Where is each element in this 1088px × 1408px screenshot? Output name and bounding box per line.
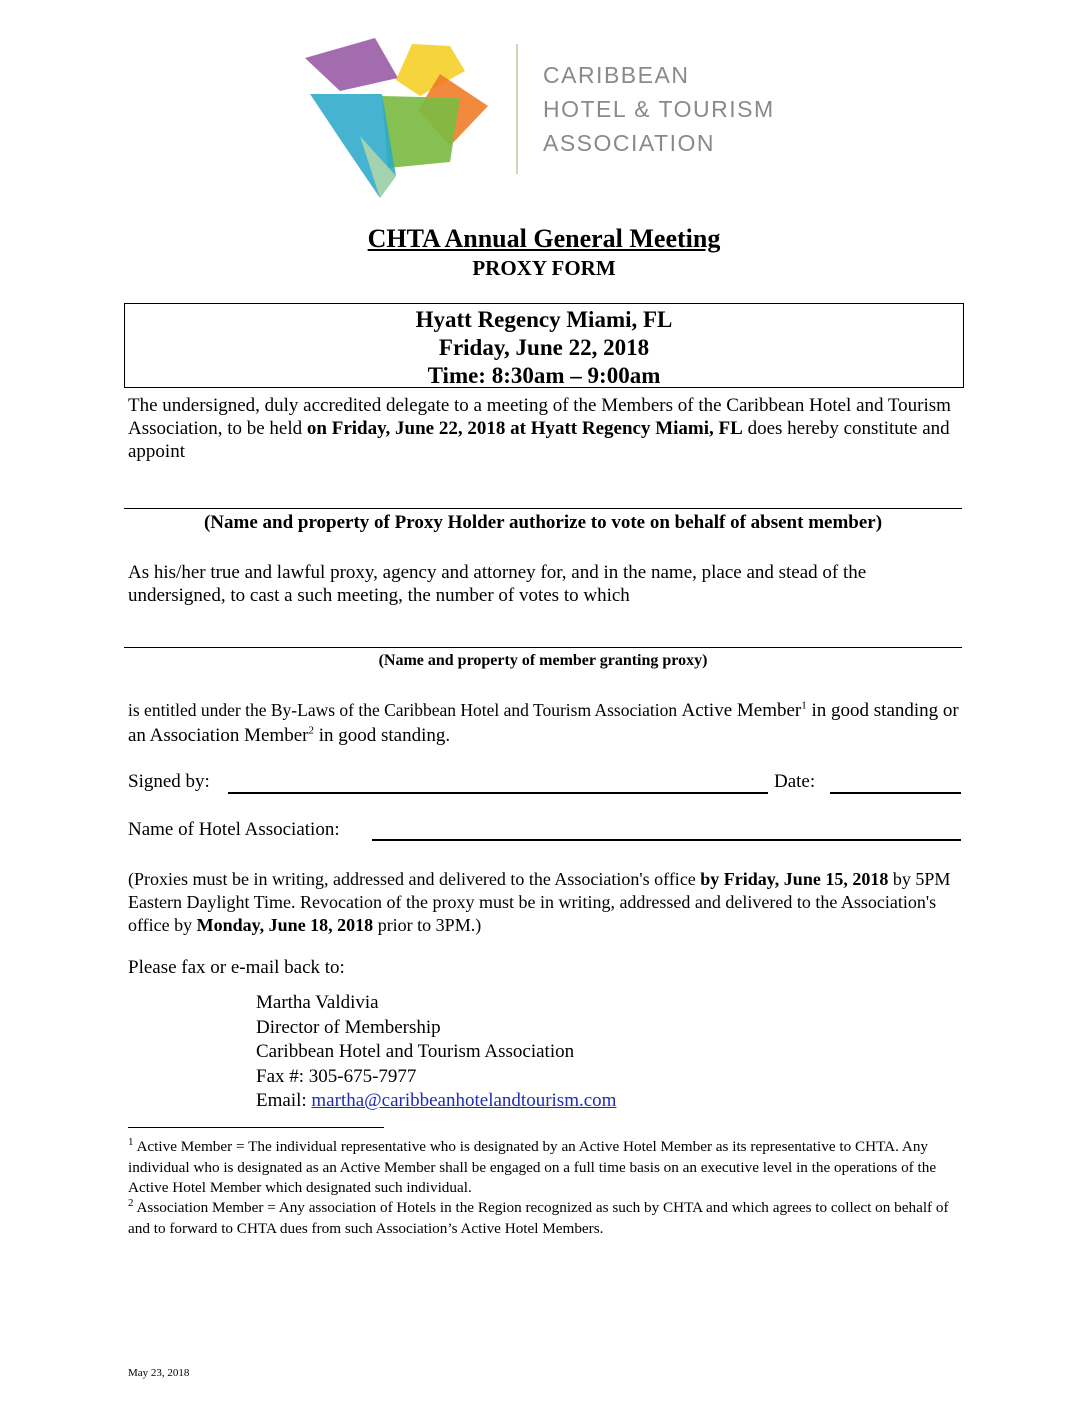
- event-date: Friday, June 22, 2018: [438, 335, 650, 360]
- intro-text-bold: on Friday, June 22, 2018 at Hyatt Regency Miami, FL: [306, 418, 743, 439]
- logo-divider: [516, 44, 518, 174]
- footnote-1-number: 1: [128, 1135, 134, 1148]
- star-logo-icon: [300, 36, 520, 206]
- chta-logo: [300, 36, 800, 206]
- deadline-bold-2: Monday, June 18, 2018: [196, 915, 374, 935]
- intro-paragraph: [128, 394, 968, 463]
- entitled-active-member: Active Member: [681, 700, 802, 721]
- contact-name: Martha Valdivia: [256, 992, 379, 1013]
- contact-org: Caribbean Hotel and Tourism Association: [256, 1041, 575, 1062]
- footnote-2-text: Association Member = Any association of Hotels in the Region recognized as such by CHTA and which agrees to collect on behalf of and to forward to CHTA dues from such Association’s Active Hotel Members.: [128, 1199, 949, 1237]
- deadline-paragraph: [128, 868, 968, 937]
- deadline-bold-1: by Friday, June 15, 2018: [700, 869, 889, 889]
- entitled-text-3: in good standing.: [313, 725, 451, 746]
- hotel-association-input-line[interactable]: [372, 839, 961, 841]
- contact-title: Director of Membership: [256, 1016, 441, 1038]
- entitled-text-2: in good standing or an Association Member: [128, 700, 959, 746]
- footnote-ref-1: 1: [801, 699, 807, 712]
- contact-block: [256, 991, 616, 1114]
- footnote-separator: [128, 1127, 384, 1128]
- deadline-text-3: prior to 3PM.): [373, 915, 482, 935]
- entitled-text-1: is entitled under the By-Laws of the Caribbean Hotel and Tourism Association: [128, 700, 682, 720]
- signed-by-input-line[interactable]: [228, 792, 768, 794]
- proxy-holder-input-line[interactable]: [124, 508, 962, 509]
- footnote-ref-2: 2: [308, 724, 314, 737]
- appoint-paragraph: As his/her true and lawful proxy, agency and attorney for, and in the name, place and stead of the undersigned, to cast a such meeting, the number of votes to which: [128, 562, 867, 606]
- hotel-association-label: Name of Hotel Association:: [128, 819, 340, 840]
- logo-text-line3: ASSOCIATION: [543, 130, 715, 156]
- member-input-line[interactable]: [124, 647, 962, 648]
- intro-text-2: does hereby constitute and appoint: [128, 418, 950, 462]
- footnote-2-number: 2: [128, 1196, 134, 1209]
- footnote-1: [128, 1137, 968, 1199]
- contact-email-link[interactable]: martha@caribbeanhotelandtourism.com: [311, 1090, 617, 1111]
- page-subtitle: PROXY FORM: [472, 256, 616, 280]
- date-input-line[interactable]: [830, 792, 961, 794]
- intro-text-1: The undersigned, duly accredited delegate to a meeting of the Members of the Caribbean Hotel and Tourism Association, to be held: [128, 395, 951, 439]
- contact-email-row: [256, 1089, 616, 1114]
- event-venue: Hyatt Regency Miami, FL: [415, 307, 673, 332]
- proxy-holder-caption: (Name and property of Proxy Holder authorize to vote on behalf of absent member): [203, 512, 883, 533]
- event-time: Time: 8:30am – 9:00am: [427, 363, 661, 388]
- date-label: Date:: [774, 771, 816, 792]
- deadline-text-1: (Proxies must be in writing, addressed and delivered to the Association's office: [128, 869, 701, 889]
- logo-text-line2: HOTEL & TOURISM: [543, 96, 775, 122]
- entitled-paragraph: [128, 698, 968, 748]
- logo-text-line1: CARIBBEAN: [543, 62, 690, 88]
- page-title: CHTA Annual General Meeting: [367, 224, 721, 253]
- member-caption: (Name and property of member granting proxy): [378, 652, 708, 669]
- signed-by-label: Signed by:: [128, 771, 210, 792]
- return-label: Please fax or e-mail back to:: [128, 957, 345, 978]
- footer-date: May 23, 2018: [128, 1367, 190, 1379]
- event-info-box: [124, 303, 964, 388]
- contact-email-label: Email:: [256, 1090, 312, 1111]
- footnote-1-text: Active Member = The individual representative who is designated by an Active Hotel Member as its representative to CHTA. Any individual who is designated as an Active Member shall be engaged on a full time basis on an executive level in the operations of the Active Hotel Member which designated such individual.: [128, 1138, 937, 1196]
- contact-fax: Fax #: 305-675-7977: [256, 1065, 417, 1087]
- footnote-2: [128, 1198, 968, 1239]
- deadline-text-2: by 5PM Eastern Daylight Time. Revocation of the proxy must be in writing, addressed and delivered to the Association's office by: [128, 869, 951, 935]
